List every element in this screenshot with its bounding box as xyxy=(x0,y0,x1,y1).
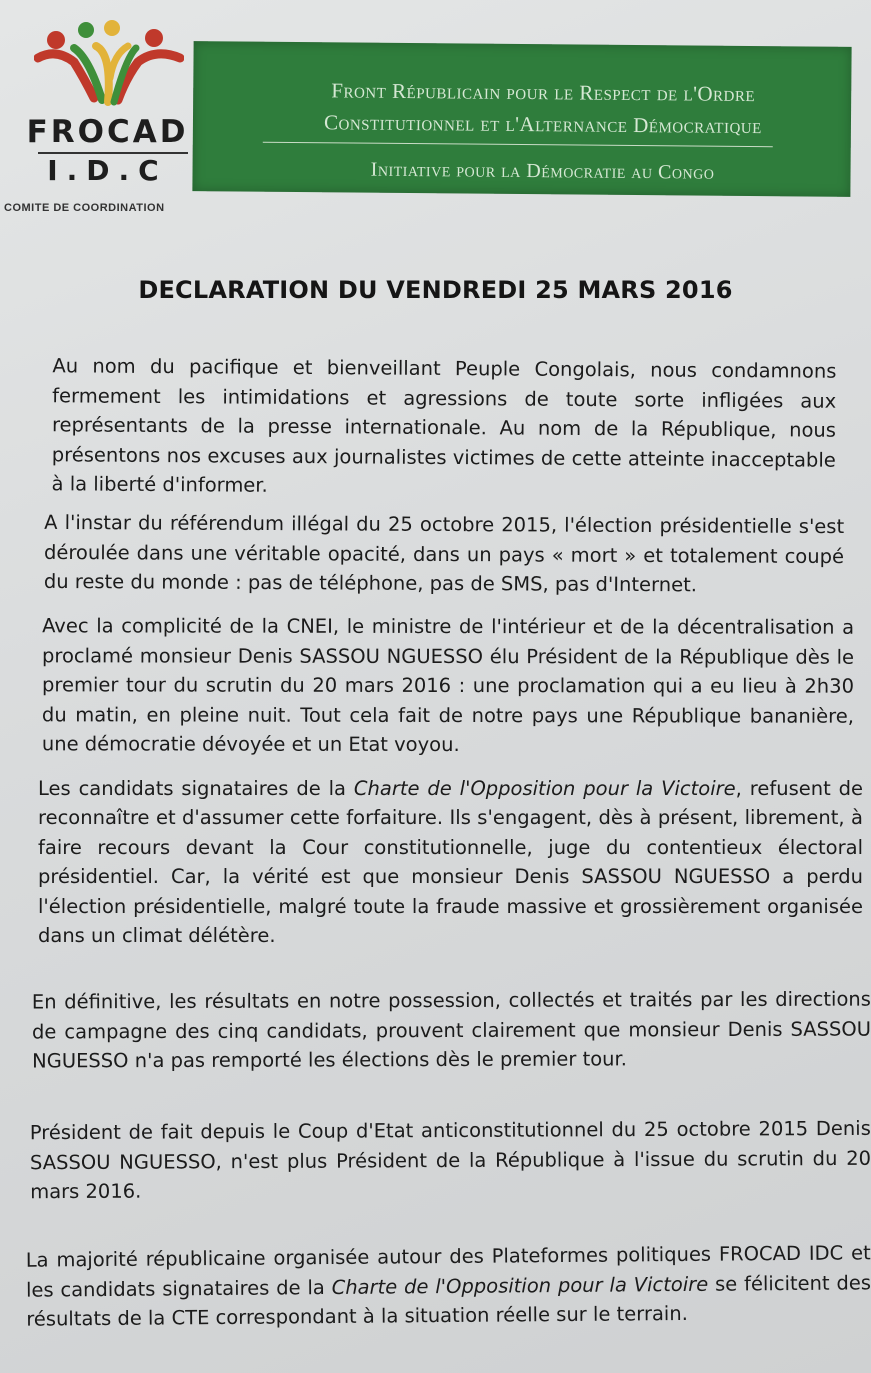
committee-label: COMITE DE COORDINATION xyxy=(4,202,165,214)
paragraph-6: Président de fait depuis le Coup d'Etat anticonstitutionnel du 25 octobre 2015 Denis SASSOU NGUESSO, n'est plus Président de la République à l'issue du scrutin du 20 mars 2016. xyxy=(29,1116,871,1203)
people-emblem-icon xyxy=(34,18,184,114)
paragraph-3: Avec la complicité de la CNEI, le ministre de l'intérieur et de la décentralisation a proclamé monsieur Denis SASSOU NGUESSO élu Président de la République dès le premier tour du scrutin du 20 mars 2016 : une proclamation qui a eu lieu à 2h30 du matin, en pleine nuit. Tout cela fait de notre pays une République bananière, une démocratie dévoyée et un Etat voyou. xyxy=(41,613,855,756)
banner-line-1: Front Républicain pour le Respect de l'Ordre xyxy=(331,78,756,107)
charter-name: Charte de l'Opposition pour la Victoire xyxy=(331,1271,709,1299)
banner-divider xyxy=(263,142,773,147)
banner-line-2: Constitutionnel et l'Alternance Démocratique xyxy=(323,110,762,139)
paragraph-7 xyxy=(26,1238,871,1334)
paragraph-1: Au nom du pacifique et bienveillant Peuple Congolais, nous condamnons fermement les intimidations et agressions de toute sorte infligées aux représentants de la presse internationale. Au nom de la République, nous présentons nos excuses aux journalistes victimes de cette atteinte inacceptable à la liberté d'informer. xyxy=(51,353,837,497)
logo-name: FROCAD xyxy=(26,114,189,150)
paragraph-5: En définitive, les résultats en notre possession, collectés et traités par les directions de campagne des cinq candidats, prouvent clairement que monsieur Denis SASSOU NGUESSO n'a pas remporté les élections dès le premier tour. xyxy=(31,987,871,1072)
declaration-title: DECLARATION DU VENDREDI 25 MARS 2016 xyxy=(138,276,733,304)
paragraph-4-text-b: , refusent de reconnaître et d'assumer cette forfaiture. Ils s'engagent, dès à présent, librement, à faire recours devant la Cour constitutionnelle, juge du contentieux électoral présidentiel. Car, la vérité est que monsieur Denis SASSOU NGUESSO a perdu l'élection présidentielle, malgré toute la fraude massive et grossièrement organisée dans un climat délétère. xyxy=(38,776,863,947)
paragraph-4 xyxy=(38,774,863,951)
header-banner xyxy=(192,41,851,197)
frocad-logo xyxy=(20,18,195,218)
logo-subtitle: I.D.C xyxy=(47,154,168,187)
charter-name: Charte de l'Opposition pour la Victoire xyxy=(353,776,736,800)
paragraph-2: A l'instar du référendum illégal du 25 octobre 2015, l'élection présidentielle s'est déroulée dans une véritable opacité, dans un pays « mort » et totalement coupé du reste du monde : pas de téléphone, pas de SMS, pas d'Internet. xyxy=(43,510,845,596)
banner-line-3: Initiative pour la Démocratie au Congo xyxy=(370,158,715,184)
paragraph-7-text-b: se félicitent des résultats de la CTE correspondant à la situation réelle sur le terrain. xyxy=(26,1270,871,1331)
paragraph-7-text-a: La majorité républicaine organisée autour des Plateformes politiques FROCAD IDC et les candidats signataires de la xyxy=(25,1240,871,1301)
paragraph-4-text-a: Les candidats signataires de la xyxy=(38,776,354,800)
